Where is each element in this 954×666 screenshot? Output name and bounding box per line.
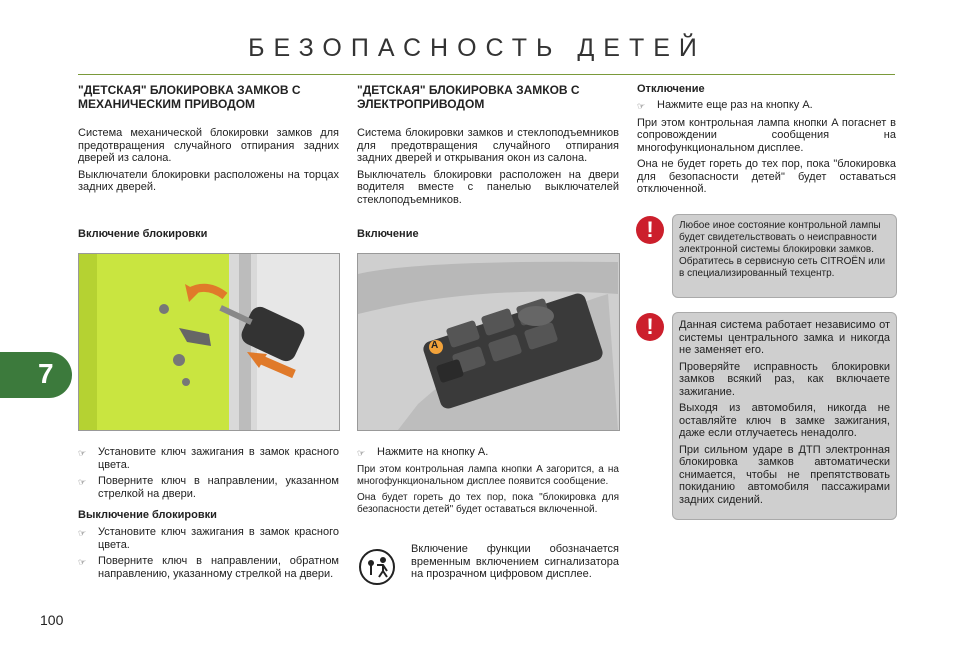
title-divider [78, 74, 895, 75]
switch-panel-drawing [358, 254, 619, 430]
warning-icon: ! [636, 216, 664, 244]
pointer-icon: ☞ [357, 448, 366, 458]
heading-mechanical: "ДЕТСКАЯ" БЛОКИРОВКА ЗАМКОВ С МЕХАНИЧЕСКИМ ПРИВОДОМ [78, 83, 301, 111]
chapter-number: 7 [38, 358, 54, 389]
mech-off-list [78, 526, 339, 584]
page-number: 100 [40, 612, 64, 628]
list-item: ☞ Нажмите еще раз на кнопку A. [637, 99, 813, 111]
disable-paragraph-2: Она не будет гореть до тех пор, пока "блокировка для безопасности детей" будет оставаться отключенной. [637, 158, 896, 195]
mech-off-title: Выключение блокировки [78, 509, 217, 521]
door-lock-drawing [79, 254, 339, 430]
button-a-callout: A [431, 340, 439, 351]
child-lock-icon [357, 547, 397, 587]
mech-paragraph-2: Выключатели блокировки расположены на торцах задних дверей. [78, 168, 339, 193]
list-item: ☞ Поверните ключ в направлении, указанном стрелкой на двери. [78, 475, 339, 500]
heading-electric: "ДЕТСКАЯ" БЛОКИРОВКА ЗАМКОВ С ЭЛЕКТРОПРИВОДОМ [357, 83, 580, 111]
warning-icon: ! [636, 313, 664, 341]
warning-note-1-text: Любое иное состояние контрольной лампы будет свидетельствовать о неисправности электронной системы блокировки замков. Обратитесь в сервисную сеть CITROËN или в специализированный техцентр. [679, 220, 886, 279]
list-item: ☞ Нажмите на кнопку A. [357, 446, 489, 458]
icon-note-text: Включение функции обозначается временным включением сигнализатора на прозрачном цифровом дисплее. [411, 543, 619, 580]
pointer-icon: ☞ [78, 528, 87, 538]
elec-paragraph-2: Выключатель блокировки расположен на двери водителя вместе с панелью выключателей стеклоподъемников. [357, 168, 619, 206]
elec-on-content [357, 446, 619, 520]
list-item: ☞ Поверните ключ в направлении, обратном направлению, указанному стрелкой на двери. [78, 555, 339, 580]
column-electric [357, 83, 619, 210]
child-lock-symbol [357, 547, 397, 587]
disable-title: Отключение [637, 83, 705, 95]
elec-paragraph-4: Она будет гореть до тех пор, пока "блокировка для безопасности детей" будет оставаться включенной. [357, 491, 619, 515]
pointer-icon: ☞ [637, 101, 646, 111]
list-item: ☞ Установите ключ зажигания в замок красного цвета. [78, 526, 339, 551]
list-item: ☞ Установите ключ зажигания в замок красного цвета. [78, 446, 339, 471]
elec-paragraph-1: Система блокировки замков и стеклоподъемников для предотвращения случайного отпирания задних дверей и открывания окон из салона. [357, 127, 619, 164]
pointer-icon: ☞ [78, 477, 87, 487]
page-title: БЕЗОПАСНОСТЬ ДЕТЕЙ [248, 34, 706, 62]
disable-paragraph-1: При этом контрольная лампа кнопки A погаснет в сопровождении сообщения на многофункциональном дисплее. [637, 116, 896, 154]
note-2-paragraph-2: Проверяйте исправность блокировки замков всякий раз, как включаете зажигание. [679, 360, 890, 398]
window-switch-illustration [357, 253, 620, 431]
warning-note-2 [672, 312, 897, 520]
mech-paragraph-1: Система механической блокировки замков для предотвращения случайного отпирания задних дверей из салона. [78, 127, 339, 164]
column-mechanical [78, 83, 339, 198]
elec-on-title: Включение [357, 228, 419, 240]
elec-paragraph-3: При этом контрольная лампа кнопки A загорится, а на многофункциональном дисплее появится сообщение. [357, 463, 619, 487]
mech-on-list [78, 446, 339, 504]
pointer-icon: ☞ [78, 557, 87, 567]
warning-note-1 [672, 214, 897, 298]
note-2-paragraph-1: Данная система работает независимо от системы центрального замка и никогда не заменяет его. [679, 319, 890, 356]
note-2-paragraph-3: Выходя из автомобиля, никогда не оставляйте ключ в замке зажигания, даже если отлучаетесь ненадолго. [679, 402, 890, 439]
door-lock-illustration [78, 253, 340, 431]
note-2-paragraph-4: При сильном ударе в ДТП электронная блокировка замков автоматически снимается, чтобы не препятствовать покиданию автомобиля пассажирами задних сидений. [679, 443, 890, 506]
pointer-icon: ☞ [78, 448, 87, 458]
chapter-tab [0, 352, 72, 398]
mech-on-title: Включение блокировки [78, 228, 208, 240]
column-disable [637, 83, 896, 200]
